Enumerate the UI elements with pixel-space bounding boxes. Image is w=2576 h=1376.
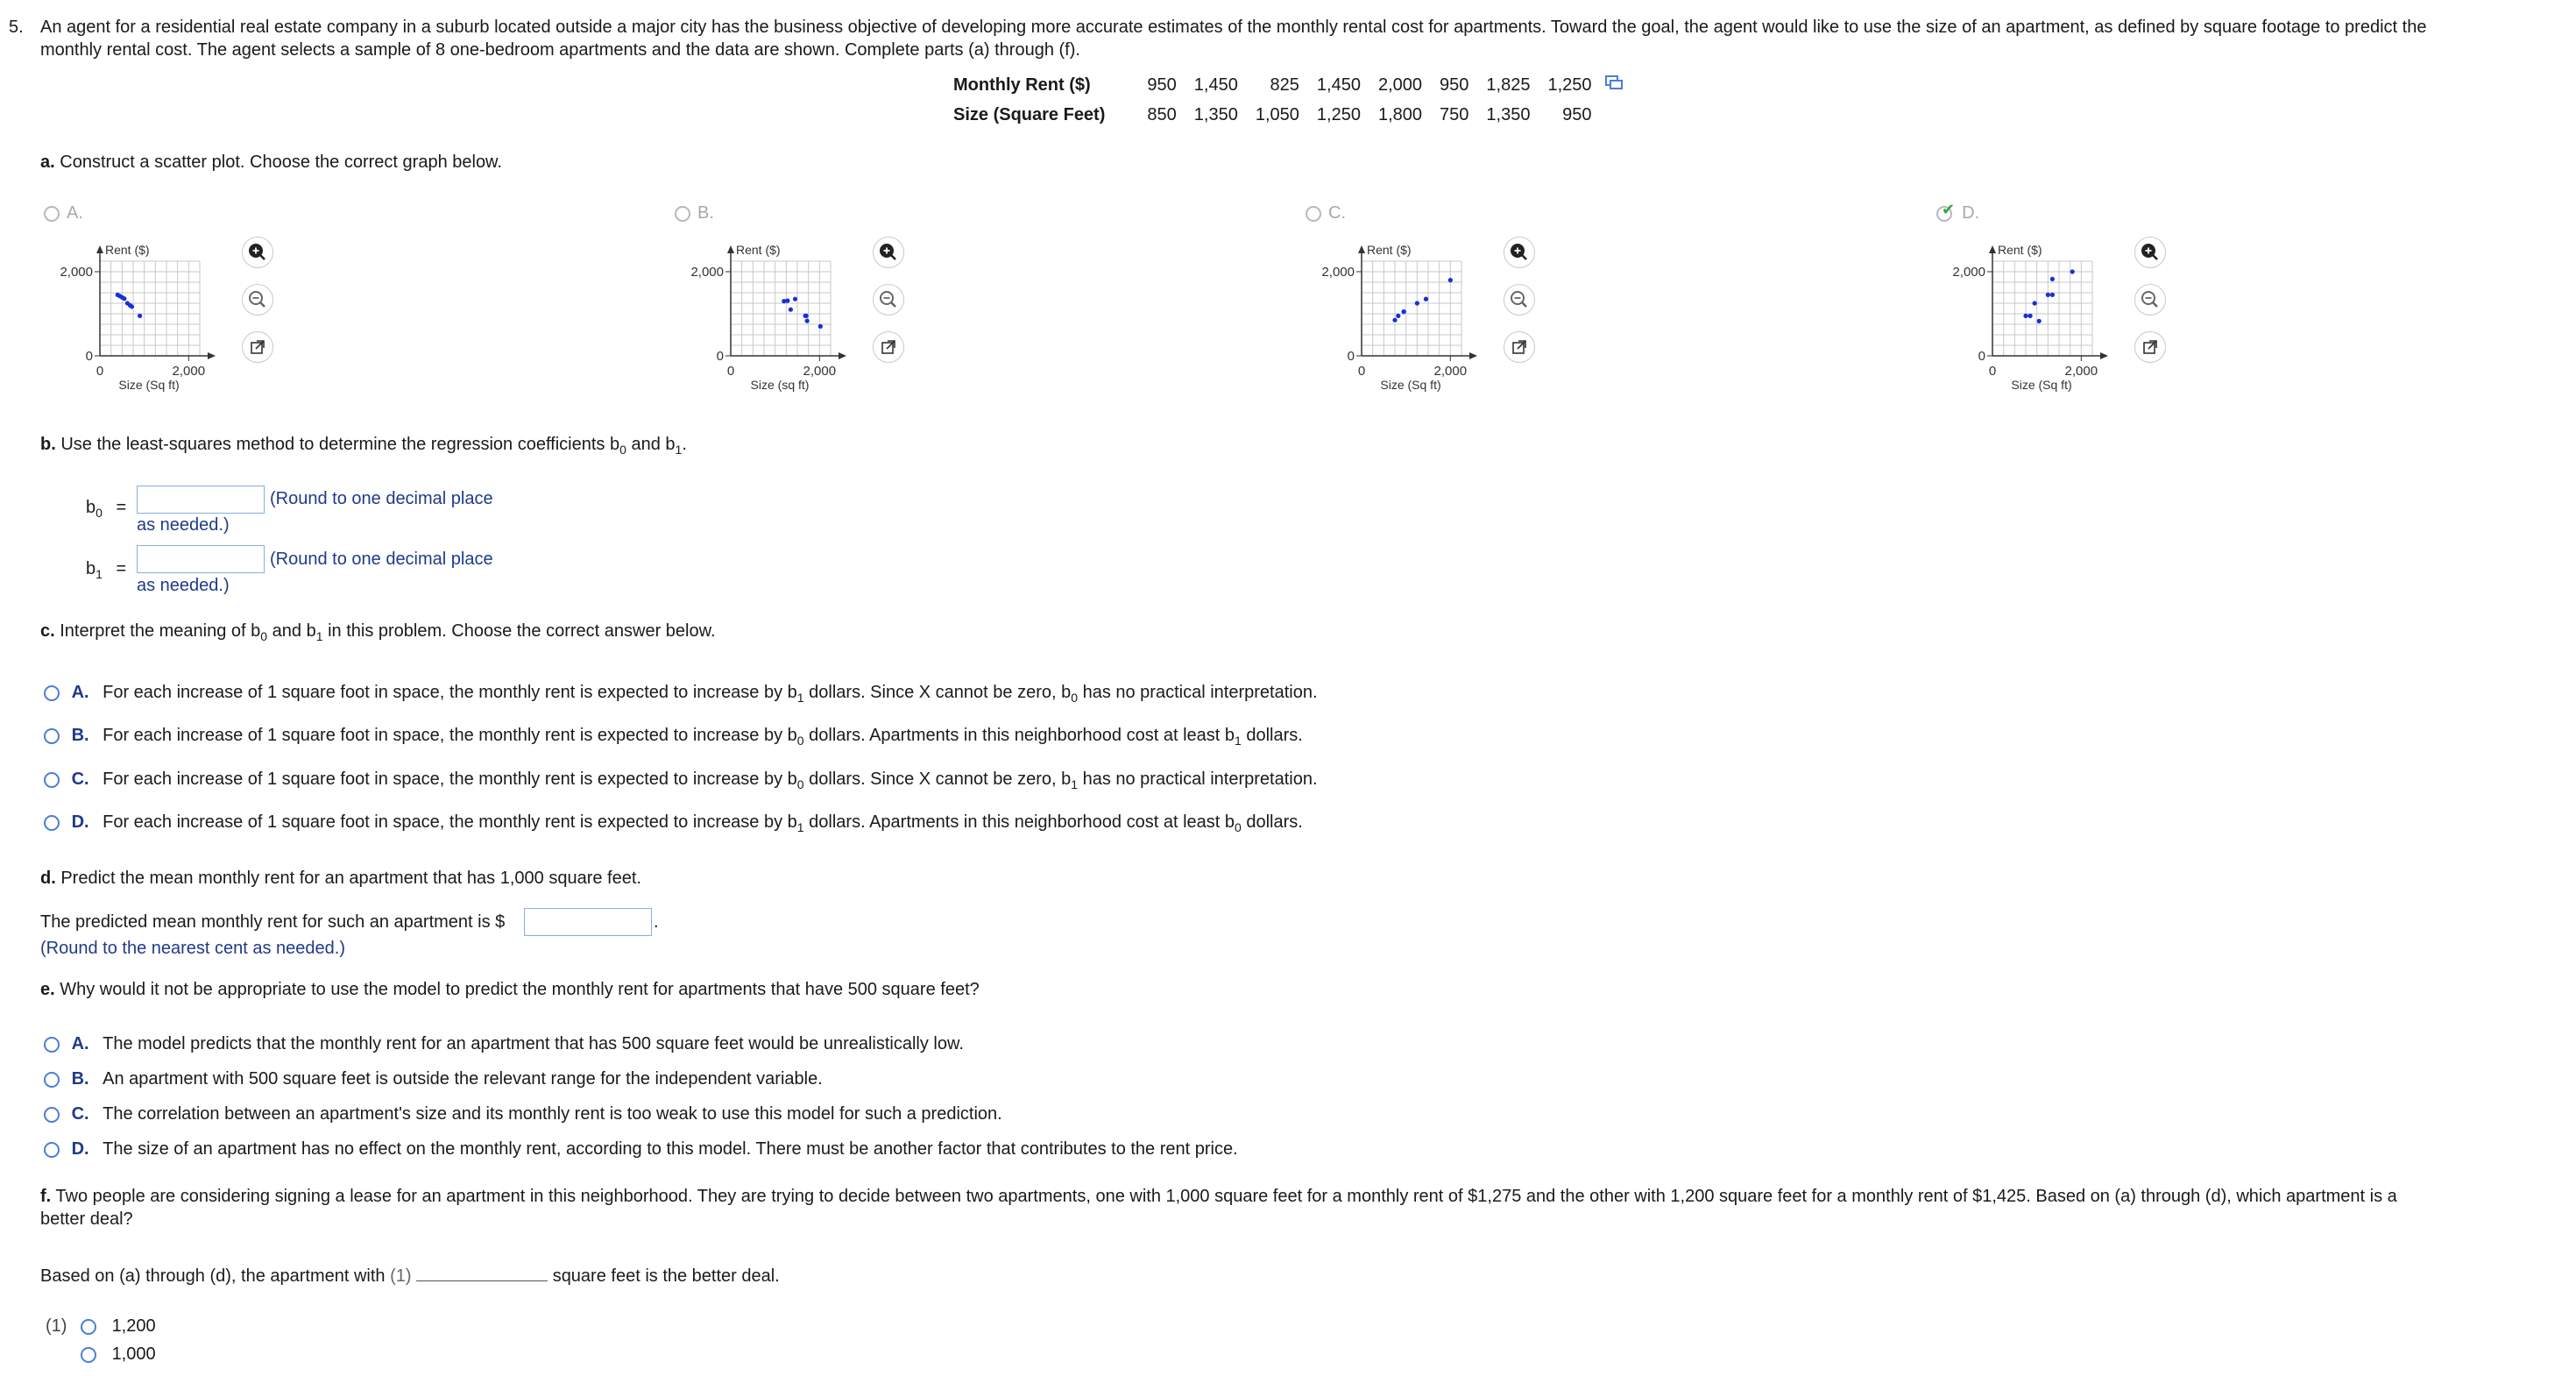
part-d-heading — [40, 867, 641, 890]
subscript: 0 — [260, 629, 268, 643]
radio-button[interactable] — [1306, 206, 1321, 222]
option-letter: B. — [697, 203, 714, 223]
part-a-heading — [40, 151, 502, 174]
subscript: 1 — [1235, 734, 1242, 748]
part-c-option-b[interactable] — [44, 724, 1303, 748]
data-point — [2070, 269, 2075, 273]
option-letter: C. — [71, 770, 89, 789]
option-header[interactable] — [1936, 202, 1979, 224]
option-text: For each increase of 1 square foot in space, the monthly rent is expected to increase by b — [103, 726, 797, 745]
part-a-text: Construct a scatter plot. Choose the correct graph below. — [60, 152, 502, 172]
part-c-option-d[interactable] — [44, 811, 1303, 834]
radio-button[interactable] — [44, 1142, 60, 1158]
x-axis-title: Size (Sq ft) — [118, 378, 180, 392]
radio-button[interactable] — [44, 772, 60, 788]
part-d-answer-suffix: . — [654, 912, 659, 932]
x-tick-label: 0 — [1357, 364, 1366, 379]
y-tick-label: 0 — [716, 349, 724, 364]
popout-button[interactable] — [242, 331, 273, 363]
data-point — [818, 324, 823, 329]
part-e-heading — [40, 978, 980, 1001]
data-point — [122, 296, 126, 301]
question-prompt-line1: An agent for a residential real estate company in a suburb located outside a major city has the business objective of developing more accurate estimates of the monthly rental cost for apartments. Toward the goal, the agent would like to use the size of an apartment, as defined by square footage to predict the — [40, 18, 2427, 37]
table-cell: 2,000 — [1377, 75, 1423, 95]
option-header[interactable] — [1306, 202, 1346, 224]
b0-hint-line1: (Round to one decimal place — [270, 489, 493, 508]
choice-group-label: (1) — [46, 1316, 67, 1336]
b1-symbol: b — [86, 559, 96, 578]
option-letter: B. — [71, 726, 89, 745]
x-axis-arrow — [208, 352, 216, 359]
x-axis-title: Size (sq ft) — [750, 378, 810, 392]
x-tick-label: 2,000 — [803, 364, 837, 379]
x-tick-label: 2,000 — [1433, 364, 1468, 379]
scatter-plot — [1936, 237, 2138, 412]
y-axis-arrow — [1989, 245, 1996, 253]
subscript: 1 — [315, 629, 323, 643]
option-letter: D. — [71, 1139, 89, 1159]
radio-button[interactable] — [44, 1037, 60, 1053]
option-text: dollars. Since X cannot be zero, b — [809, 683, 1072, 702]
subscript: 1 — [675, 443, 683, 457]
option-letter: D. — [71, 812, 89, 832]
data-point — [789, 308, 793, 312]
part-b-heading — [40, 433, 687, 457]
table-cell: 1,825 — [1486, 75, 1531, 95]
zoom-out-icon — [874, 285, 903, 315]
option-letter: B. — [71, 1069, 89, 1089]
radio-button[interactable] — [44, 815, 60, 831]
x-tick-label: 0 — [726, 364, 735, 379]
option-text: has no practical interpretation. — [1082, 683, 1318, 702]
table-row-rent — [945, 70, 1632, 100]
y-axis-title: Rent ($) — [1367, 243, 1412, 257]
option-letter: C. — [1328, 203, 1346, 223]
table-cell: 1,800 — [1377, 105, 1423, 124]
table-row-size — [945, 100, 1632, 130]
y-tick-label: 0 — [85, 349, 93, 364]
option-text: has no practical interpretation. — [1082, 770, 1318, 789]
x-axis-title: Size (Sq ft) — [1380, 378, 1441, 392]
y-axis-title: Rent ($) — [736, 243, 781, 257]
copy-data-icon — [1604, 74, 1624, 90]
table-cell: 1,450 — [1316, 75, 1361, 95]
part-f-answer-prefix: Based on (a) through (d), the apartment with — [40, 1266, 386, 1286]
scatter-plot — [675, 237, 876, 412]
y-tick-label: 0 — [1347, 349, 1355, 364]
option-text: An apartment with 500 square feet is outside the relevant range for the independent variable. — [103, 1069, 823, 1089]
part-d-hint: (Round to the nearest cent as needed.) — [40, 939, 346, 958]
zoom-in-icon — [1504, 238, 1534, 267]
part-e-option-d[interactable] — [44, 1138, 1238, 1160]
option-letter: A. — [71, 1034, 89, 1053]
b1-input[interactable] — [137, 545, 265, 573]
predicted-rent-input[interactable] — [524, 908, 652, 936]
part-b-label: b. — [40, 435, 56, 454]
table-header-rent: Monthly Rent ($) — [953, 75, 1091, 95]
radio-button[interactable] — [44, 1072, 60, 1088]
x-tick-label: 0 — [1988, 364, 1997, 379]
option-text: dollars. — [1246, 726, 1303, 745]
graph-option-a[interactable] — [44, 202, 534, 412]
blank-label: (1) — [390, 1266, 412, 1286]
part-f-label: f. — [40, 1187, 52, 1206]
subscript: 1 — [1071, 777, 1079, 791]
graph-option-d[interactable] — [1936, 202, 2427, 412]
subscript: 0 — [1071, 691, 1079, 705]
y-tick-label: 0 — [1978, 349, 1985, 364]
popout-icon — [243, 332, 272, 362]
data-point — [2023, 314, 2028, 318]
b0-symbol: b — [86, 498, 96, 517]
y-tick-label: 2,000 — [690, 265, 724, 280]
part-b-text: and b — [631, 435, 676, 454]
y-tick-label: 2,000 — [1321, 265, 1355, 280]
x-axis-arrow — [839, 352, 846, 359]
subscript: 0 — [796, 734, 804, 748]
part-e-label: e. — [40, 980, 55, 999]
graph-option-c[interactable] — [1306, 202, 1796, 412]
part-a-label: a. — [40, 152, 55, 172]
option-text: dollars. Since X cannot be zero, b — [809, 770, 1072, 789]
option-letter: C. — [71, 1104, 89, 1124]
option-text: For each increase of 1 square foot in space, the monthly rent is expected to increase by b — [103, 770, 797, 789]
popout-button[interactable] — [2134, 331, 2166, 363]
option-text: The model predicts that the monthly rent for an apartment that has 500 square feet would be unrealistically low. — [103, 1034, 964, 1053]
zoom-in-button[interactable] — [873, 237, 904, 268]
x-axis-title: Size (Sq ft) — [2011, 378, 2072, 392]
zoom-out-icon — [2135, 285, 2165, 315]
option-text: The correlation between an apartment's size and its monthly rent is too weak to use this model for such a prediction. — [103, 1104, 1002, 1124]
part-e-option-c[interactable] — [44, 1103, 1002, 1125]
copy-data-button[interactable] — [1601, 70, 1632, 100]
b1-label — [86, 557, 126, 581]
part-c-heading — [40, 620, 716, 643]
y-axis-arrow — [727, 245, 734, 253]
y-axis-title: Rent ($) — [1998, 243, 2042, 257]
subscript: 0 — [619, 443, 626, 457]
table-cell: 950 — [1440, 75, 1469, 95]
data-point — [2028, 314, 2032, 318]
option-text: dollars. Apartments in this neighborhood cost at least b — [809, 726, 1235, 745]
zoom-in-icon — [243, 238, 272, 267]
radio-button[interactable] — [81, 1319, 96, 1335]
b0-label — [86, 496, 126, 520]
part-d-label: d. — [40, 869, 56, 888]
scatter-plot — [1306, 237, 1507, 412]
table-cell: 825 — [1270, 75, 1299, 95]
data-point — [2050, 277, 2055, 281]
option-text: For each increase of 1 square foot in space, the monthly rent is expected to increase by b — [103, 683, 797, 702]
equals-sign: = — [116, 498, 127, 517]
b1-hint-line1: (Round to one decimal place — [270, 550, 493, 569]
x-tick-label: 0 — [96, 364, 104, 379]
part-c-text: and b — [272, 621, 316, 641]
zoom-in-button[interactable] — [242, 237, 273, 268]
part-b-text: . — [682, 435, 687, 454]
subscript: 0 — [796, 777, 804, 791]
y-axis-arrow — [96, 245, 103, 253]
data-point — [805, 319, 810, 323]
check-icon: ✔ — [1942, 201, 1956, 218]
data-point — [2046, 293, 2050, 297]
y-tick-label: 2,000 — [1952, 265, 1985, 280]
x-axis-arrow — [2100, 352, 2108, 359]
zoom-out-button[interactable] — [873, 284, 904, 316]
part-d-text: Predict the mean monthly rent for an apartment that has 1,000 square feet. — [60, 869, 641, 888]
zoom-in-button[interactable] — [2134, 237, 2166, 268]
option-letter: A. — [67, 203, 83, 223]
question-prompt-line2: monthly rental cost. The agent selects a sample of 8 one-bedroom apartments and the data are shown. Complete parts (a) through (f). — [40, 40, 1080, 60]
popout-icon — [2135, 332, 2165, 362]
part-f-answer-row — [40, 1265, 780, 1287]
data-point — [138, 314, 142, 318]
data-point — [785, 299, 789, 303]
subscript: 1 — [796, 820, 804, 834]
part-b-text: Use the least-squares method to determine the regression coefficients b — [60, 435, 620, 454]
data-point — [130, 304, 134, 309]
subscript: 0 — [96, 506, 103, 520]
part-d-answer-prefix: The predicted mean monthly rent for such an apartment is $ — [40, 912, 506, 932]
table-cell: 750 — [1440, 105, 1469, 124]
radio-button[interactable] — [675, 206, 690, 222]
zoom-out-button[interactable] — [2134, 284, 2166, 316]
b1-hint-line2: as needed.) — [137, 576, 230, 595]
zoom-out-icon — [243, 285, 272, 315]
option-letter: D. — [1962, 203, 1980, 223]
option-header[interactable] — [675, 202, 714, 224]
part-f-text: Two people are considering signing a lease for an apartment in this neighborhood. They are trying to decide between two apartments, one with 1,000 square feet for a monthly rent of $1,275 and the other with 1,200 square feet for a monthly rent of $1,425. Based on (a) through (d), which apartment is a — [55, 1187, 2397, 1206]
part-f-answer-suffix: square feet is the better deal. — [552, 1266, 780, 1286]
part-e-option-b[interactable] — [44, 1067, 823, 1090]
radio-button[interactable] — [44, 728, 60, 744]
table-cell: 850 — [1147, 105, 1177, 124]
popout-icon — [874, 332, 903, 362]
table-cell: 1,050 — [1255, 105, 1299, 124]
zoom-out-icon — [1504, 285, 1534, 315]
x-axis-arrow — [1469, 352, 1477, 359]
choice-1000[interactable] — [81, 1343, 156, 1365]
radio-button[interactable] — [44, 685, 60, 701]
zoom-out-button[interactable] — [242, 284, 273, 316]
data-point — [2037, 319, 2042, 323]
y-axis-title: Rent ($) — [105, 243, 150, 257]
b0-input[interactable] — [137, 486, 265, 514]
table-cell: 1,250 — [1316, 105, 1361, 124]
data-point — [1402, 309, 1406, 314]
b0-hint-line2: as needed.) — [137, 515, 230, 535]
radio-button[interactable] — [44, 1107, 60, 1123]
option-letter: A. — [71, 683, 89, 702]
subscript: 0 — [1235, 820, 1242, 834]
table-cell: 1,250 — [1547, 75, 1592, 95]
radio-button[interactable] — [44, 206, 60, 222]
part-f-heading — [40, 1185, 2397, 1208]
part-c-label: c. — [40, 621, 55, 641]
table-cell: 950 — [1562, 105, 1592, 124]
part-c-option-a[interactable] — [44, 681, 1318, 705]
data-point — [1415, 301, 1419, 305]
y-axis-arrow — [1358, 245, 1365, 253]
table-cell: 1,350 — [1486, 105, 1531, 124]
option-text: dollars. Apartments in this neighborhood cost at least b — [809, 812, 1235, 832]
scatter-plot — [44, 237, 245, 412]
graph-option-b[interactable] — [675, 202, 1165, 412]
part-e-text: Why would it not be appropriate to use the model to predict the monthly rent for apartments that have 500 square feet? — [60, 980, 980, 999]
data-point — [803, 314, 808, 318]
part-c-text: Interpret the meaning of b — [60, 621, 261, 641]
option-text: The size of an apartment has no effect on the monthly rent, according to this model. There must be another factor that contributes to the rent price. — [103, 1139, 1238, 1159]
data-table — [945, 70, 1632, 130]
part-c-text: in this problem. Choose the correct answer below. — [328, 621, 716, 641]
popout-button[interactable] — [1504, 331, 1535, 363]
table-cell: 1,450 — [1193, 75, 1238, 95]
data-point — [1448, 278, 1453, 282]
y-tick-label: 2,000 — [60, 265, 93, 280]
subscript: 1 — [796, 691, 804, 705]
data-point — [1424, 297, 1428, 301]
choice-1200[interactable] — [81, 1315, 156, 1337]
data-point — [1396, 314, 1400, 318]
part-e-option-a[interactable] — [44, 1032, 964, 1055]
x-tick-label: 2,000 — [2064, 364, 2098, 379]
data-point — [1392, 318, 1397, 323]
answer-blank[interactable] — [416, 1280, 548, 1281]
table-cell: 950 — [1147, 75, 1177, 95]
popout-icon — [1504, 332, 1534, 362]
part-c-option-c[interactable] — [44, 768, 1318, 791]
x-tick-label: 2,000 — [172, 364, 206, 379]
zoom-in-icon — [874, 238, 903, 267]
zoom-out-button[interactable] — [1504, 284, 1535, 316]
radio-button[interactable] — [81, 1347, 96, 1363]
option-header[interactable] — [44, 202, 83, 224]
option-text: dollars. — [1246, 812, 1303, 832]
data-point — [2033, 301, 2037, 305]
part-f-text-line2: better deal? — [40, 1209, 133, 1229]
subscript: 1 — [96, 567, 103, 581]
equals-sign: = — [116, 559, 127, 578]
choice-text: 1,200 — [111, 1316, 156, 1336]
table-header-size: Size (Square Feet) — [953, 105, 1106, 124]
zoom-in-icon — [2135, 238, 2165, 267]
question-number: 5. — [9, 18, 24, 37]
choice-text: 1,000 — [111, 1344, 156, 1364]
data-point — [793, 297, 797, 301]
option-text: For each increase of 1 square foot in space, the monthly rent is expected to increase by b — [103, 812, 797, 832]
table-cell: 1,350 — [1193, 105, 1238, 124]
data-point — [2050, 293, 2055, 297]
popout-button[interactable] — [873, 331, 904, 363]
zoom-in-button[interactable] — [1504, 237, 1535, 268]
